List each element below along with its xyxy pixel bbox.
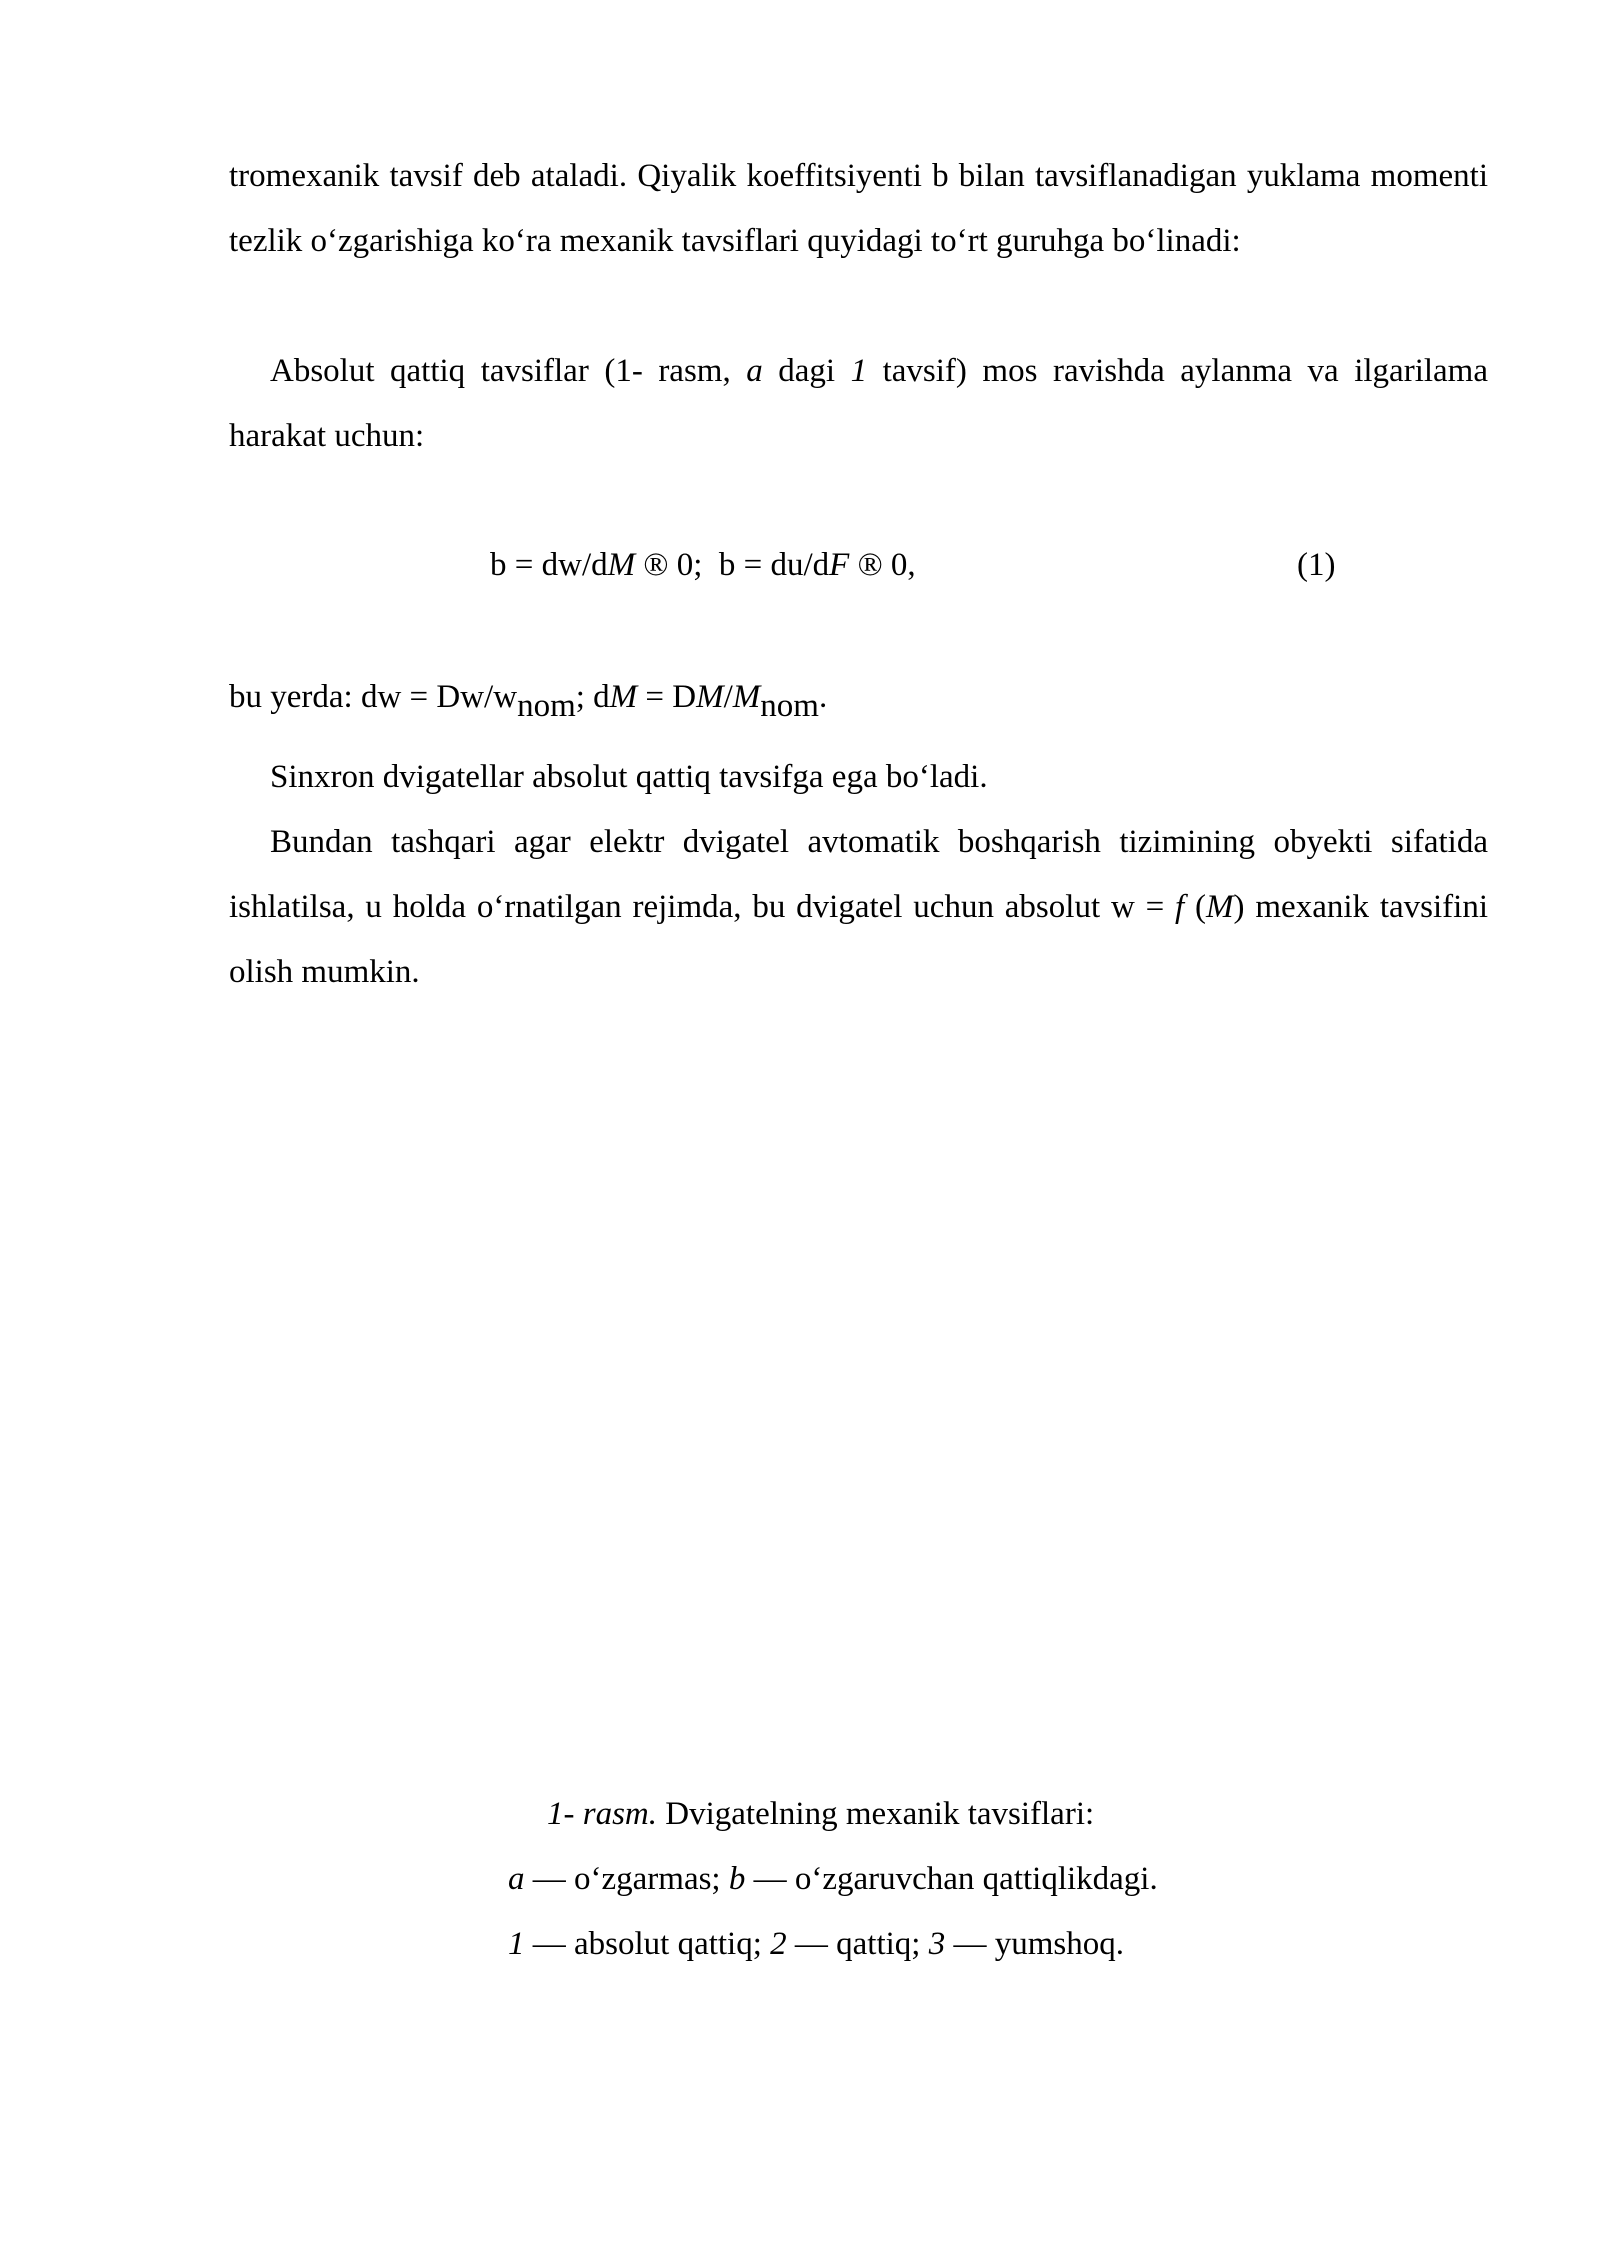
eq-var-F: F: [829, 547, 850, 583]
text-run: = D: [637, 679, 697, 715]
paragraph-automatic-control: [229, 810, 1488, 1005]
where-definition: [229, 665, 827, 730]
text-run: tavsif) mos ravishda aylanma va ilgarilama harakat uchun:: [229, 353, 1488, 454]
legend-1-text: — absolut qattiq;: [524, 1926, 771, 1962]
legend-3-text: — yumshoq.: [945, 1926, 1124, 1962]
legend-a: a: [508, 1861, 525, 1897]
var-M: M: [609, 679, 638, 715]
var-M: M: [732, 679, 761, 715]
legend-1: 1: [508, 1926, 525, 1962]
text-run: .: [818, 679, 828, 715]
italic-one: 1: [850, 353, 868, 389]
eq-part: ® 0; b = du/d: [635, 547, 830, 583]
eq-part: ® 0,: [849, 547, 916, 583]
legend-b: b: [728, 1861, 746, 1897]
text-run: ): [1233, 889, 1245, 925]
text-run: ; d: [575, 679, 610, 715]
italic-f: f: [1175, 889, 1185, 925]
text-run: Bundan tashqari agar elektr dvigatel avtomatik boshqarish tizimining obyekti sifatida ishlatilsa, u holda o‘rnatilgan rejimda, bu dvigatel uchun absolut w =: [229, 824, 1488, 925]
var-M: M: [696, 679, 724, 715]
text-run: Absolut qattiq tavsiflar (1- rasm,: [270, 353, 747, 389]
text-run: dagi: [762, 353, 851, 389]
legend-b-text: — o‘zgaruvchan qattiqlikdagi.: [745, 1861, 1158, 1897]
text-run: /: [723, 679, 733, 715]
text-run: mexanik tavsifini olish mumkin.: [229, 889, 1488, 990]
text-run: (: [1184, 889, 1207, 925]
equation-expression: [490, 533, 916, 598]
caption-label: 1- rasm.: [547, 1796, 658, 1832]
equation-1: [0, 533, 1600, 598]
legend-2: 2: [770, 1926, 787, 1962]
italic-M: M: [1206, 889, 1234, 925]
caption-title: Dvigatelning mexanik tavsiflari:: [657, 1796, 1095, 1832]
subscript-nom: nom: [760, 688, 819, 724]
eq-part: b = dw/d: [490, 547, 608, 583]
legend-3: 3: [928, 1926, 946, 1962]
caption-line: [508, 1912, 1124, 1977]
paragraph-intro: tromexanik tavsif deb ataladi. Qiyalik koeffitsiyenti b bilan tavsiflanadigan yuklama momenti tezlik o‘zgarishiga ko‘ra mexanik tavsiflari quyidagi to‘rt guruhga bo‘linadi:: [229, 158, 1488, 259]
text-run: bu yerda: dw = Dw/w: [229, 679, 518, 715]
legend-a-text: — o‘zgarmas;: [524, 1861, 729, 1897]
paragraph-absolute-stiff: [229, 339, 1488, 469]
caption-line: [547, 1782, 1094, 1847]
paragraph-synchronous: Sinxron dvigatellar absolut qattiq tavsifga ega bo‘ladi.: [270, 759, 988, 795]
subscript-nom: nom: [517, 688, 576, 724]
legend-2-text: — qattiq;: [786, 1926, 929, 1962]
equation-number: (1): [1297, 547, 1336, 583]
eq-var-M: M: [607, 547, 636, 583]
caption-line: [508, 1847, 1158, 1912]
italic-a: a: [746, 353, 763, 389]
